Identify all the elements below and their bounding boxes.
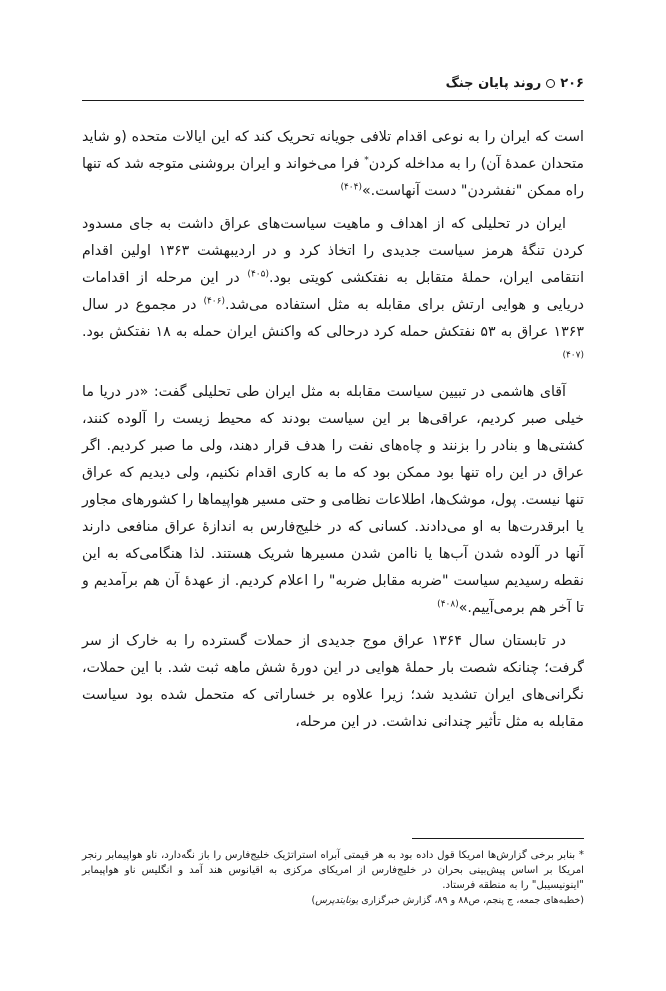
paragraph-text: در این مرحله از اقدامات دریایی و هوایی ارتش برای مقابله به مثل استفاده می‌شد. — [82, 270, 584, 313]
paragraph-4 — [82, 628, 584, 736]
paragraph-text: در تابستان سال ۱۳۶۴ عراق موج جدیدی از حملات گسترده را به خارک از سر گرفت؛ چنانکه شصت بار حملهٔ هوایی در این دورهٔ شش ماهه ثبت شد. با این حملات، نگرانی‌های ایران تشدید شد؛ زیرا علاوه بر خساراتی که متحمل شده بود سیاست مقابله به مثل تأثیر چندانی نداشت. در این مرحله، — [82, 633, 584, 730]
reference-number: (۴۰۶) — [203, 296, 225, 307]
paragraph-text: است که ایران را به نوعی اقدام تلافی جویانه تحریک کند که این ایالات متحده (و شاید متحدان عمدهٔ آن) را به مداخله کردن — [82, 129, 584, 172]
footnote-source-suffix: ) — [311, 895, 316, 906]
paragraph-3 — [82, 379, 584, 622]
footnote-text: * بنابر برخی گزارش‌ها امریکا قول داده بود به هر قیمتی آبراه استراتژیک خلیج‌فارس را باز نگه‌دارد، ناو هواپیمابر رنجر امریکا بر اساس پیش‌بینی بحران در خلیج‌فارس از امریکای مرکزی به اقیانوس هند آمد و انگلیس ناو هواپیمابر "اینونیسیبل" را به منطقه فرستاد. — [82, 850, 584, 891]
page-number: ۲۰۶ — [560, 76, 584, 91]
footnote-marker: * — [364, 155, 369, 166]
footnote-source-prefix: (خطبه‌های جمعه، ج پنجم، ص۸۸ و ۸۹، گزارش خبرگزاری — [358, 895, 584, 906]
footnote-divider — [412, 838, 584, 839]
paragraph-text: ایران در تحلیلی که از اهداف و ماهیت سیاست‌های عراق داشت به جای مسدود کردن تنگهٔ هرمز سیاست جدیدی را اتخاذ کرد و در اردیبهشت ۱۳۶۳ اولین اقدام انتقامی ایران، حملهٔ متقابل به نفتکشی کویتی بود. — [82, 216, 585, 286]
paragraph-text: در مجموع در سال ۱۳۶۳ عراق به ۵۳ نفتکش حمله کرد درحالی که واکنش ایران حمله به ۱۸ نفتکش بود. — [82, 297, 584, 340]
paragraph-1 — [82, 124, 584, 205]
page-header — [446, 76, 584, 91]
paragraph-text: فرا می‌خواند و ایران بروشنی متوجه شد که تنها راه ممکن "نفشردن" دست آنهاست.» — [82, 156, 584, 199]
reference-number: (۴۰۸) — [437, 599, 459, 610]
footnote-source-agency: یونایتدپرس — [315, 895, 359, 906]
footnote-source — [82, 893, 584, 908]
reference-number: (۴۰۵) — [247, 269, 269, 280]
reference-number: (۴۰۴) — [340, 182, 362, 193]
circle-ornament-icon — [546, 79, 555, 88]
header-divider — [82, 100, 584, 101]
paragraph-text: آقای هاشمی در تبیین سیاست مقابله به مثل ایران طی تحلیلی گفت: «در دریا ما خیلی صبر کردیم، عراقی‌ها بر این سیاست بودند که محیط زیست را آلوده کنند، کشتی‌ها و بنادر را بزنند و چاه‌های نفت را هدف قرار دهند، ولی ما صبر کردیم. اگر عراق در این راه تنها بود ممکن بود که ما به کاری اقدام نکنیم، ولی دیدیم که عراق تنها نیست. پول، موشک‌ها، اطلاعات نظامی و حتی مسیر هواپیماها را کشورهای مجاور یا ابرقدرت‌ها به او می‌دادند. کسانی که در خلیج‌فارس به اندازهٔ عراق منافعی دارند آنها در آلوده شدن آب‌ها یا ناامن شدن مسیرها شریک هستند. لذا هنگامی‌که به این نقطه رسیدیم سیاست "ضربه مقابل ضربه" را اعلام کردیم. از عهدهٔ آن هم برآمدیم و تا آخر هم برمی‌آییم.» — [82, 384, 584, 616]
footnote — [82, 848, 584, 908]
reference-number: (۴۰۷) — [562, 350, 584, 361]
paragraph-2 — [82, 211, 584, 373]
main-text — [82, 124, 584, 742]
running-title: روند پایان جنگ — [445, 76, 542, 91]
